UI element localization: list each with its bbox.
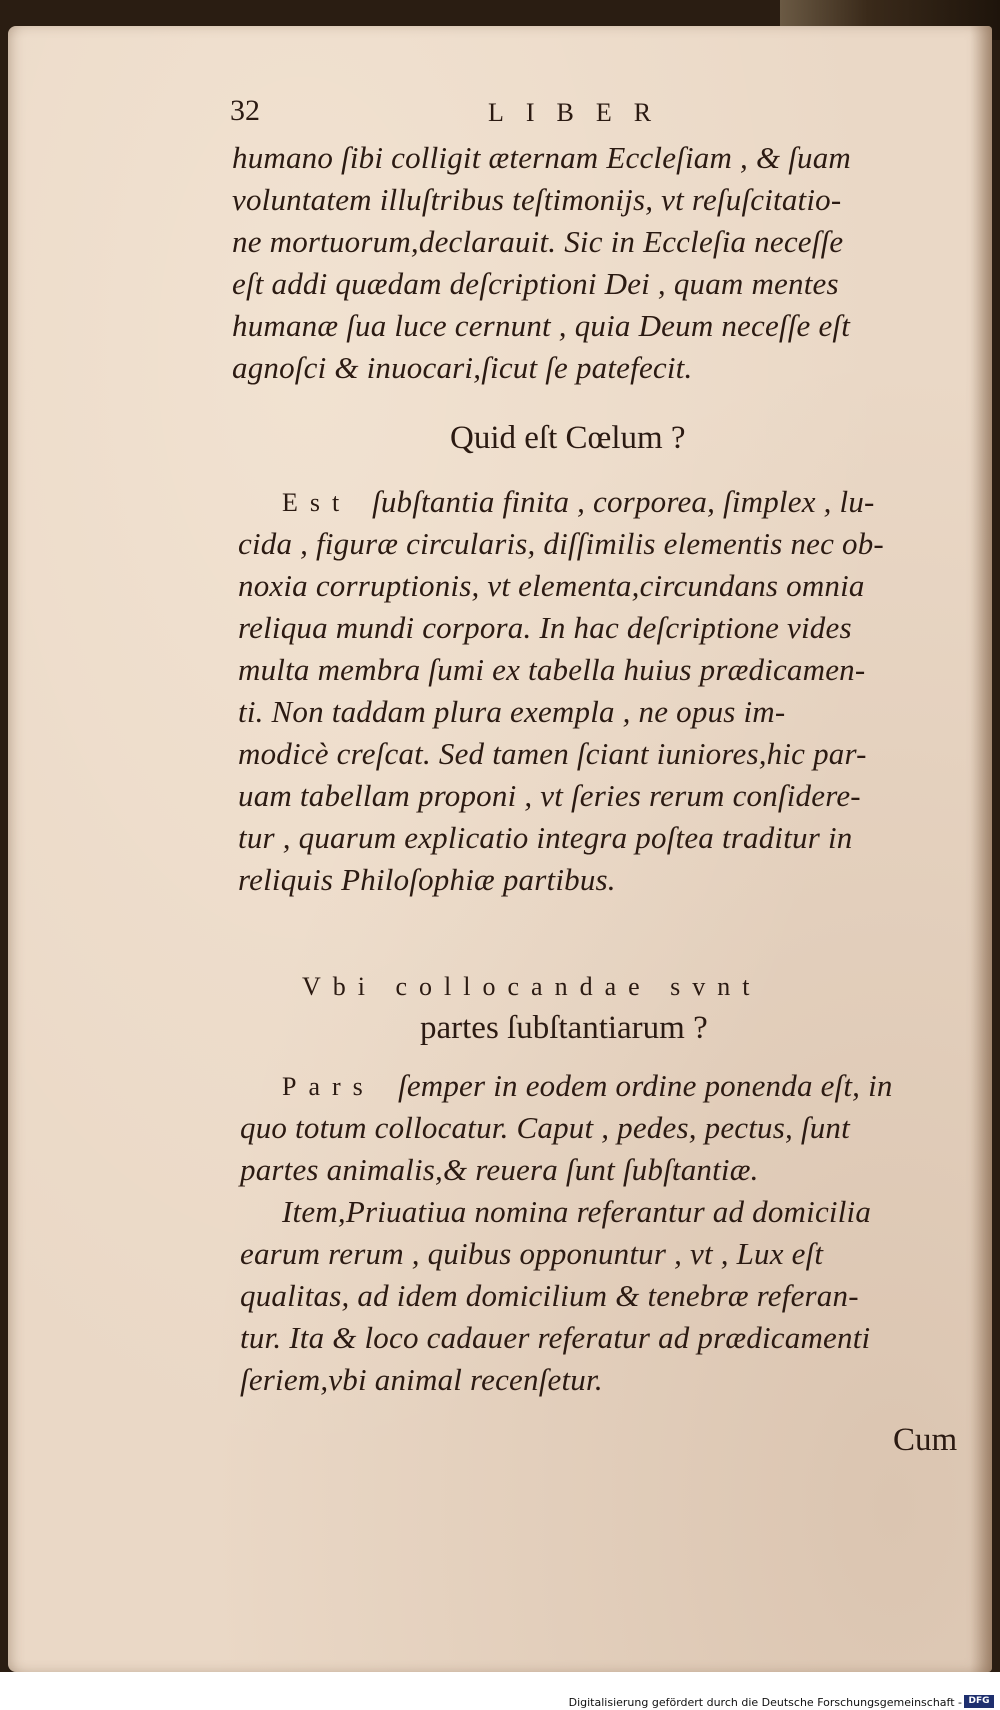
dfg-logo: DFG — [964, 1695, 994, 1708]
catchword: Cum — [893, 1422, 958, 1458]
text-line: cida , figuræ circularis, diſſimilis elementis nec ob- — [238, 526, 884, 561]
text-line: earum rerum , quibus opponuntur , vt , Lux eſt — [240, 1236, 824, 1271]
lead-word: Pars — [282, 1072, 375, 1101]
text-line: partes animalis,& reuera ſunt ſubſtantiæ. — [240, 1152, 759, 1187]
text-line: uam tabellam proponi , vt ſeries rerum conſidere- — [238, 778, 861, 813]
text-line: voluntatem illuſtribus teſtimonijs, vt reſuſcitatio- — [232, 182, 842, 217]
text-line: multa membra ſumi ex tabella huius prædicamen- — [238, 652, 866, 687]
text-line: noxia corruptionis, vt elementa,circundans omnia — [238, 568, 865, 603]
text-line: tur. Ita & loco cadauer referatur ad prædicamenti — [240, 1320, 871, 1355]
text-line: Item,Priuatiua nomina referantur ad domicilia — [282, 1194, 872, 1229]
text-line: ti. Non taddam plura exempla , ne opus im- — [238, 694, 786, 729]
digitization-credit: Digitalisierung gefördert durch die Deutsche Forschungsgemeinschaft - — [568, 1696, 962, 1709]
text-line: ſeriem,vbi animal recenſetur. — [240, 1362, 603, 1397]
lead-word: Est — [282, 488, 352, 517]
question-heading: partes ſubſtantiarum ? — [420, 1010, 708, 1046]
text-line: reliquis Philoſophiæ partibus. — [238, 862, 616, 897]
text-line: ſemper in eodem ordine ponenda eſt, in — [398, 1068, 893, 1103]
text-line: ſubſtantia finita , corporea, ſimplex , lu- — [372, 484, 875, 519]
text-line: quo totum collocatur. Caput , pedes, pectus, ſunt — [240, 1110, 850, 1145]
page-number: 32 — [230, 94, 260, 127]
text-line: agnoſci & inuocari,ſicut ſe patefecit. — [232, 350, 693, 385]
text-line: eſt addi quædam deſcriptioni Dei , quam mentes — [232, 266, 839, 301]
text-line: tur , quarum explicatio integra poſtea traditur in — [238, 820, 853, 855]
question-heading: Quid eſt Cœlum ? — [450, 420, 686, 456]
text-line: modicè creſcat. Sed tamen ſciant iuniores,hic par- — [238, 736, 867, 771]
text-line: qualitas, ad idem domicilium & tenebræ referan- — [240, 1278, 859, 1313]
text-line: humano ſibi colligit æternam Eccleſiam , & ſuam — [232, 140, 852, 175]
text-line: reliqua mundi corpora. In hac deſcriptione vides — [238, 610, 852, 645]
running-title: LIBER — [488, 98, 674, 127]
question-heading-smallcaps: Vbi collocandae svnt — [302, 972, 762, 1001]
text-line: humanæ ſua luce cernunt , quia Deum neceſſe eſt — [232, 308, 851, 343]
text-line: ne mortuorum,declarauit. Sic in Eccleſia neceſſe — [232, 224, 844, 259]
